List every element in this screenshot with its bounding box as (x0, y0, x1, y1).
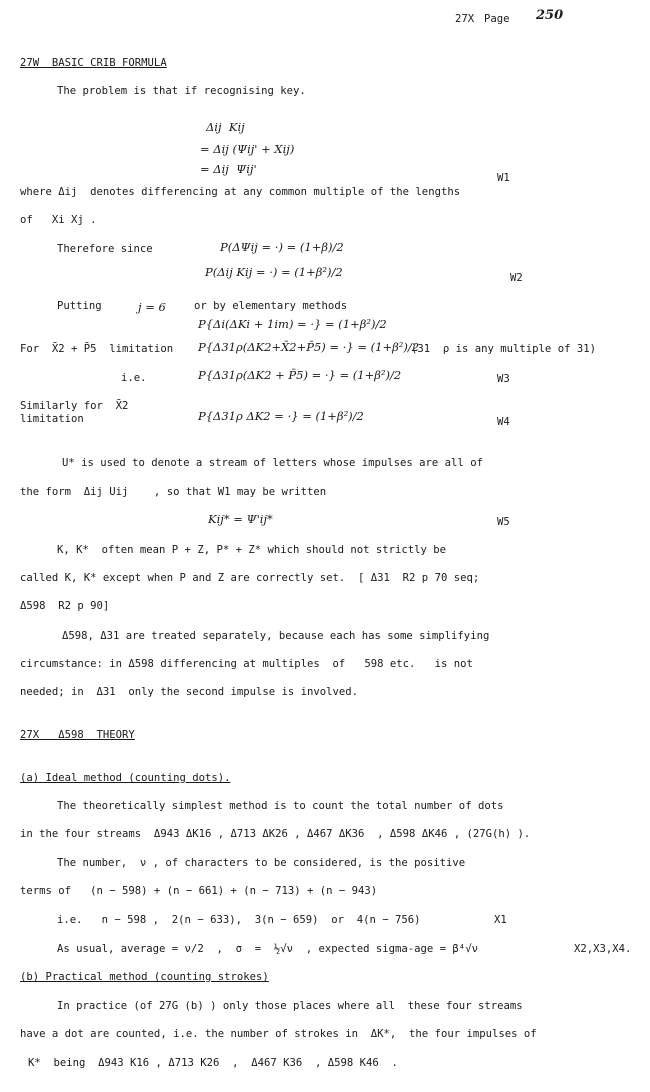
page-code: 27X (455, 13, 475, 25)
intro-line: The problem is that if recognising key. (57, 85, 306, 97)
where-line: where Δij denotes differencing at any common multiple of the lengths (20, 186, 461, 198)
practical-line-3: K* being Δ943 K16 , Δ713 K26 , Δ467 K36 , Δ598 K46 . (28, 1057, 398, 1069)
section-heading-27w: 27W BASIC CRIB FORMULA (20, 57, 167, 69)
ie-label: i.e. (121, 372, 147, 384)
k-line-3: Δ598 R2 p 90] (20, 600, 110, 612)
equation-label-w4: W4 (497, 416, 510, 428)
form-line: the form Δij Uij , so that W1 may be written (20, 486, 327, 498)
page-number: 250 (536, 8, 564, 23)
u-star-line: U* is used to denote a stream of letters whose impulses are all of (62, 457, 483, 469)
equation-label-w5: W5 (497, 516, 510, 528)
section-heading-27x: 27X Δ598 THEORY (20, 729, 135, 741)
k-line-1: K, K* often mean P + Z, P* + Z* which should not strictly be (57, 544, 447, 556)
k-line-2: called K, K* except when P and Z are correctly set. [ Δ31 R2 p 70 seq; (20, 572, 480, 584)
ideal-line-3: The number, ν , of characters to be considered, is the positive (57, 857, 466, 869)
elementary-equation: P{Δi(ΔKi + 1im) = ·} = (1+β²)/2 (198, 317, 387, 331)
multiple-of-31-note: (31 ρ is any multiple of 31) (411, 343, 596, 355)
equation-label-x2-x4: X2,X3,X4. (574, 943, 632, 955)
similarly-equation: P{Δ31ρ ΔK2 = ·} = (1+β²)/2 (198, 409, 364, 423)
equation-line-1: Δij Kij (206, 120, 245, 134)
delta-line-1: Δ598, Δ31 are treated separately, because each has some simplifying (62, 630, 490, 642)
putting-label: Putting (57, 300, 102, 312)
equation-label-w1: W1 (497, 172, 510, 184)
equation-label-x1: X1 (494, 914, 507, 926)
practical-line-1: In practice (of 27G (b) ) only those places where all these four streams (57, 1000, 523, 1012)
ideal-line-6: As usual, average = ν/2 , σ = ½√ν , expected sigma-age = β⁴√ν (57, 943, 478, 955)
ideal-line-4: terms of (n − 598) + (n − 661) + (n − 713) + (n − 943) (20, 885, 378, 897)
delta-line-3: needed; in Δ31 only the second impulse is involved. (20, 686, 359, 698)
equation-label-w2: W2 (510, 272, 523, 284)
ideal-line-5: i.e. n − 598 , 2(n − 633), 3(n − 659) or 4(n − 756) (57, 914, 421, 926)
similarly-line-2: limitation (20, 413, 84, 425)
equation-line-3: = Δij Ψij' (200, 162, 257, 176)
ideal-line-2: in the four streams Δ943 ΔK16 , Δ713 ΔK26 , Δ467 ΔK36 , Δ598 ΔK46 , (27G(h) ). (20, 828, 531, 840)
practical-line-2: have a dot are counted, i.e. the number of strokes in ΔK*, the four impulses of (20, 1028, 537, 1040)
elementary-methods: or by elementary methods (194, 300, 348, 312)
for-limitation-equation: P{Δ31ρ(ΔK2+X̄2+P̄5) = ·} = (1+β²)/2 (198, 340, 420, 354)
for-limitation-label: For X̄2 + P̄5 limitation (20, 343, 174, 355)
w5-equation: Kij* = Ψ'ij* (208, 512, 273, 526)
similarly-line-1: Similarly for X̄2 (20, 400, 129, 412)
equation-line-2: = Δij (Ψij' + Χij) (200, 142, 295, 156)
j-equals: j = 6 (138, 300, 166, 314)
page-label: Page (484, 13, 510, 25)
therefore-since: Therefore since (57, 243, 153, 255)
practical-method-heading: (b) Practical method (counting strokes) (20, 971, 269, 983)
delta-line-2: circumstance: in Δ598 differencing at multiples of 598 etc. is not (20, 658, 473, 670)
equation-label-w3: W3 (497, 373, 510, 385)
of-line: of Χi Χj . (20, 214, 97, 226)
ideal-method-heading: (a) Ideal method (counting dots). (20, 772, 231, 784)
probability-eq-1: P(ΔΨij = ·) = (1+β)/2 (220, 240, 344, 254)
probability-eq-2: P(Δij Kij = ·) = (1+β²)/2 (205, 265, 343, 279)
ie-equation: P{Δ31ρ(ΔK2 + P̄5) = ·} = (1+β²)/2 (198, 368, 402, 382)
ideal-line-1: The theoretically simplest method is to count the total number of dots (57, 800, 504, 812)
